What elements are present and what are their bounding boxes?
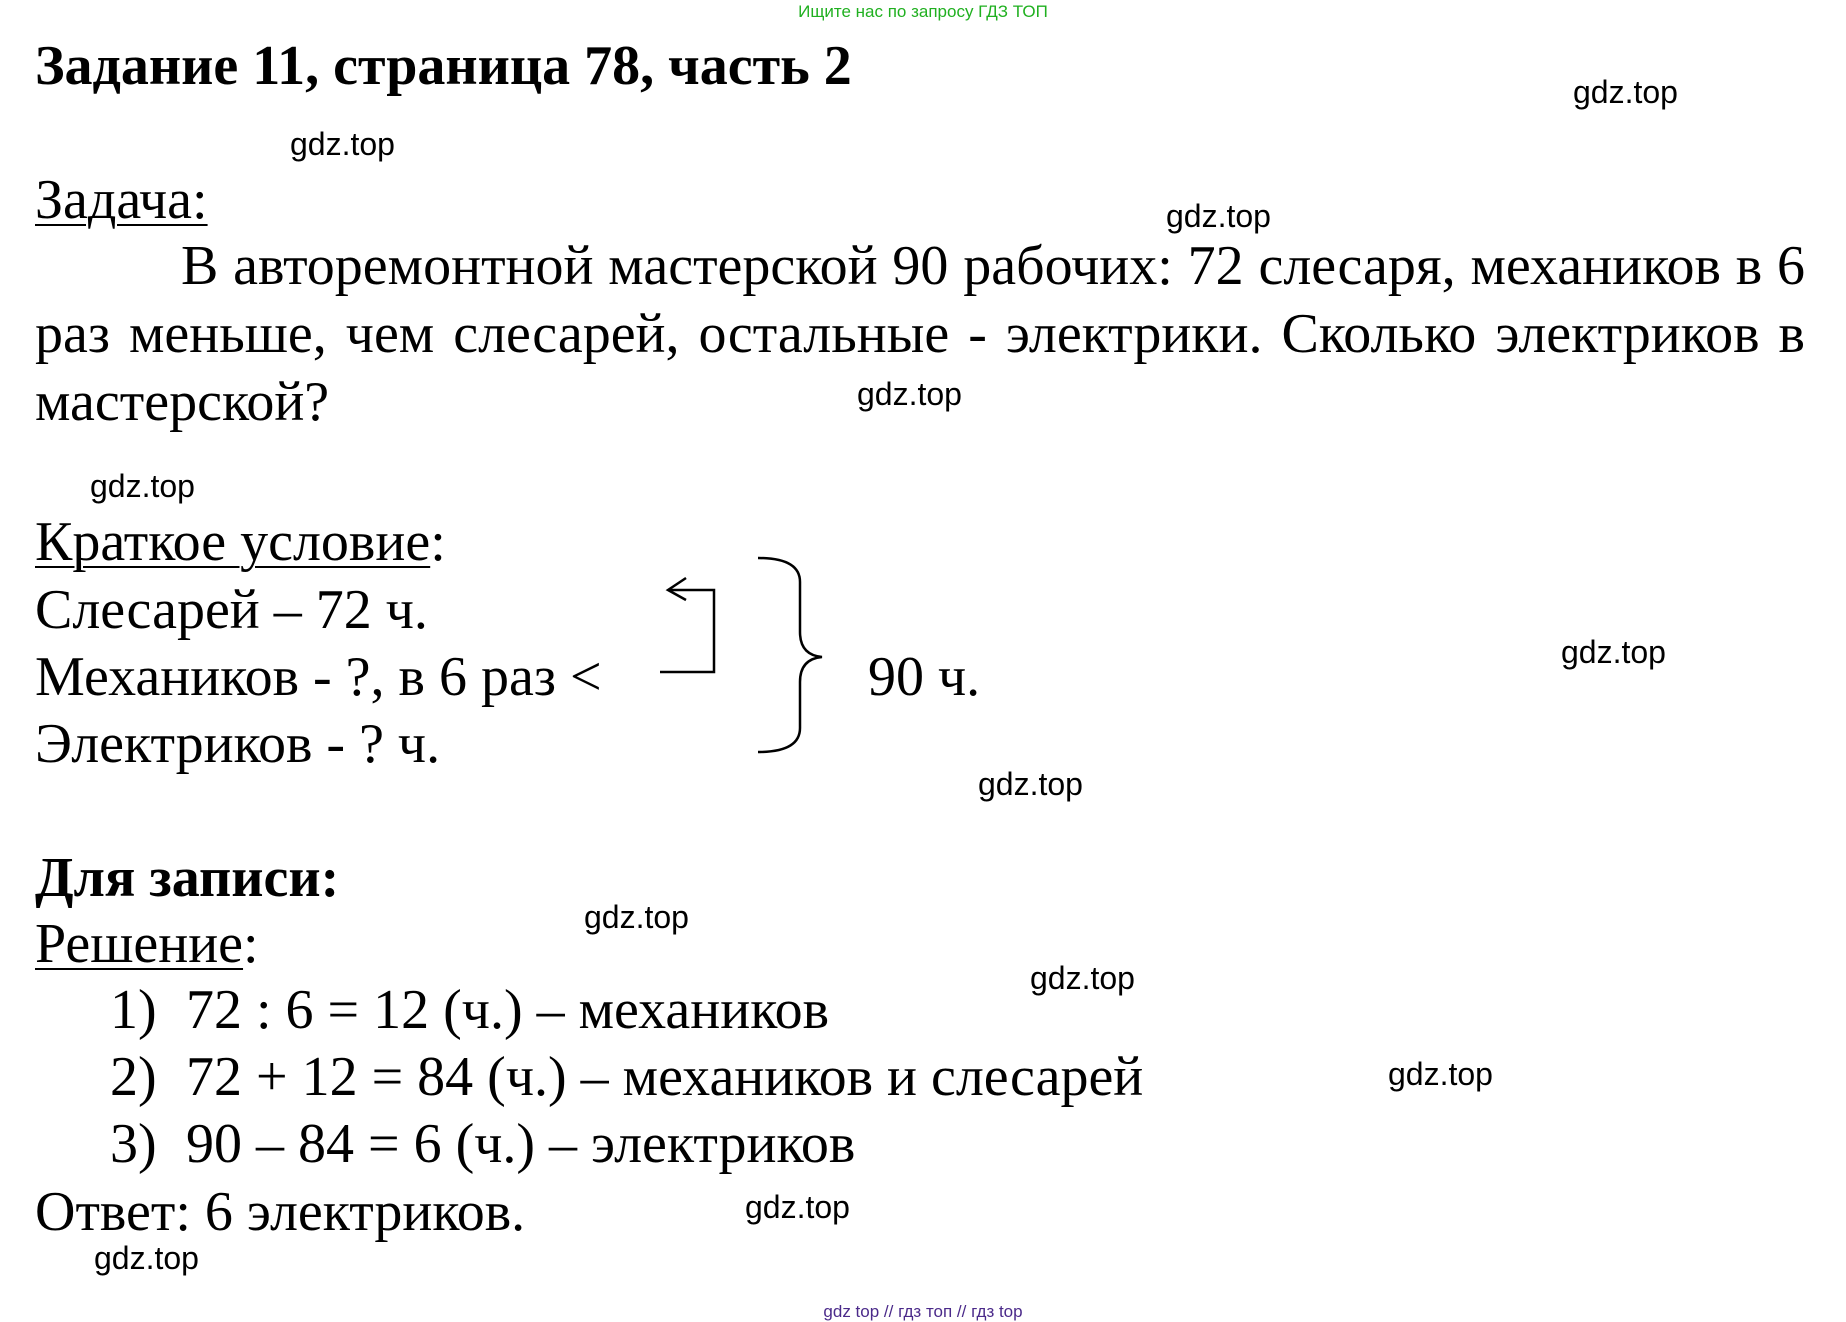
step-3-num: 3)	[110, 1113, 157, 1175]
watermark: gdz.top	[584, 899, 689, 935]
solution-heading	[35, 912, 259, 976]
step-2-text: 72 + 12 = 84 (ч.) – механиков и слесарей	[186, 1046, 1144, 1108]
relation-arrow	[660, 590, 714, 672]
task-text: В авторемонтной мастерской 90 рабочих: 72 слесаря, механиков в 6 раз меньше, чем слесарей, остальные - электрики. Сколько электриков в мастерской?	[35, 235, 1805, 433]
condition-heading-text: Краткое условие	[35, 511, 431, 573]
step-1-text: 72 : 6 = 12 (ч.) – механиков	[186, 979, 830, 1041]
watermark: gdz.top	[857, 376, 962, 412]
condition-heading-colon: :	[430, 511, 446, 573]
task-heading-text: Задача:	[35, 169, 208, 231]
answer: Ответ: 6 электриков.	[35, 1181, 526, 1243]
top-banner[interactable]: Ищите нас по запросу ГДЗ ТОП	[798, 2, 1048, 21]
record-heading: Для записи:	[35, 847, 340, 909]
page-title: Задание 11, страница 78, часть 2	[35, 35, 852, 97]
step-1-num: 1)	[110, 979, 157, 1041]
condition-total: 90 ч.	[868, 646, 981, 708]
watermark: gdz.top	[1561, 634, 1666, 670]
watermark: gdz.top	[94, 1240, 199, 1276]
watermark: gdz.top	[745, 1189, 850, 1225]
condition-line-1: Слесарей – 72 ч.	[35, 579, 428, 641]
step-3-text: 90 – 84 = 6 (ч.) – электриков	[186, 1113, 856, 1175]
bottom-banner[interactable]: gdz top // гдз топ // гдз top	[823, 1302, 1023, 1321]
watermark: gdz.top	[1388, 1056, 1493, 1092]
watermark: gdz.top	[978, 766, 1083, 802]
watermark: gdz.top	[290, 126, 395, 162]
solution-heading-colon: :	[243, 913, 259, 975]
condition-line-2: Механиков - ?, в 6 раз <	[35, 646, 602, 708]
watermark: gdz.top	[1030, 960, 1135, 996]
watermark: gdz.top	[90, 468, 195, 504]
condition-line-3: Электриков - ? ч.	[35, 713, 441, 775]
step-2-num: 2)	[110, 1046, 157, 1108]
watermark: gdz.top	[1573, 74, 1678, 110]
total-brace	[758, 558, 822, 752]
solution-heading-text: Решение	[35, 913, 244, 975]
watermark: gdz.top	[1166, 198, 1271, 234]
